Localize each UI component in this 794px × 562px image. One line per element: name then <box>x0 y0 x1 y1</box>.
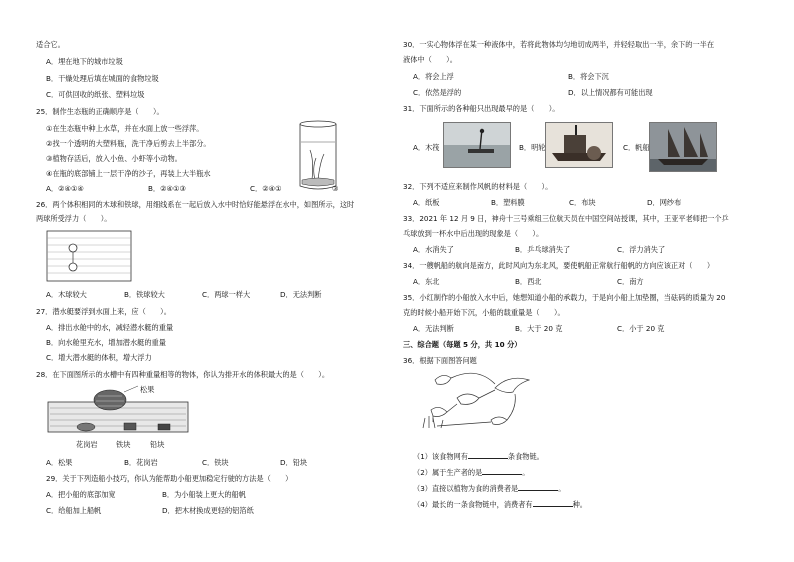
q33-stem-line2: 乓球放到一杯水中后出现的现象是（ ）。 <box>403 229 544 238</box>
q33-option-c[interactable]: C．浮力消失了 <box>617 245 666 254</box>
q26-stem-line1: 26．两个体积相同的木球和铁球，用细线系在一起后放入水中时恰好能悬浮在水中，如图所示，这时 <box>36 200 355 209</box>
q25-step-3: ③植物存活后，放入小鱼、小虾等小动物。 <box>46 154 182 163</box>
q30-option-b[interactable]: B．将会下沉 <box>568 72 609 81</box>
q34-option-c[interactable]: C．南方 <box>617 277 644 286</box>
q31-option-a[interactable]: A．木筏 <box>413 143 440 152</box>
q33-option-b[interactable]: B．乒乓球消失了 <box>515 245 571 254</box>
q24-option-c[interactable]: C．可供回收的纸张、塑料垃圾 <box>46 90 145 99</box>
q36-item-3: （3）直接以植物为食的消费者是 。 <box>413 484 566 493</box>
sailboat-photo <box>649 122 717 172</box>
food-web-figure <box>417 368 541 442</box>
q28-label-pinecone: 松果 <box>140 385 155 394</box>
q27-option-c[interactable]: C．增大潜水艇的体积，增大浮力 <box>46 353 152 362</box>
q32-option-d[interactable]: D．网纱布 <box>647 198 682 207</box>
q25-step-1: ①在生态瓶中种上水草，并在水面上放一些浮萍。 <box>46 124 204 133</box>
q25-step-2: ②找一个透明的大塑料瓶，洗干净后剪去上半部分。 <box>46 139 211 148</box>
q35-option-b[interactable]: B．大于 20 克 <box>515 324 563 333</box>
q26-stem-line2: 两球所受浮力（ ）。 <box>36 214 112 223</box>
q29-option-a[interactable]: A．把小船的底部加宽 <box>46 490 116 499</box>
q28-option-b[interactable]: B．花岗岩 <box>124 458 158 467</box>
q36-item-4: （4）最长的一条食物链中，消费者有 种。 <box>413 500 587 509</box>
q27-option-a[interactable]: A．排出水舱中的水，减轻潜水艇的重量 <box>46 323 174 332</box>
q32-stem: 32．下列不适应来制作风帆的材料是（ ）。 <box>403 182 553 191</box>
q26-option-b[interactable]: B．铁球较大 <box>124 290 165 299</box>
q28-label-granite: 花岗岩 <box>76 440 98 449</box>
q36-blank-2[interactable] <box>482 468 522 475</box>
q36-item-2: （2）属于生产者的是 。 <box>413 468 530 477</box>
q28-option-c[interactable]: C．铁块 <box>202 458 229 467</box>
water-tank-figure <box>46 384 206 442</box>
q34-option-a[interactable]: A．东北 <box>413 277 440 286</box>
raft-photo <box>443 122 511 168</box>
q25-stem: 25．制作生态瓶的正确顺序是（ ）。 <box>36 107 164 116</box>
q26-option-c[interactable]: C．两球一样大 <box>202 290 251 299</box>
q34-stem: 34．一艘帆船的航向是南方，此时风向为东北风，要使帆船正常航行船帆的方向应该正对（ ） <box>403 261 715 270</box>
q24-option-a[interactable]: A．埋在地下的城市垃圾 <box>46 57 123 66</box>
q26-option-d[interactable]: D．无法判断 <box>280 290 322 299</box>
q35-stem-line2: 克的时候小船开始下沉，小船的载重量是（ ）。 <box>403 308 565 317</box>
q30-stem-line2: 液体中（ ）。 <box>403 55 457 64</box>
q36-blank-1[interactable] <box>468 452 508 459</box>
q25-option-a[interactable]: A．②④①④ <box>46 184 84 193</box>
paddle-steamer-photo <box>545 122 613 168</box>
q35-option-c[interactable]: C．小于 20 克 <box>617 324 665 333</box>
q28-stem: 28．在下面图所示的水槽中有四种重量相等的物体，你认为排开水的体积最大的是（ ）。 <box>36 370 330 379</box>
q31-option-b[interactable]: B．明轮 <box>519 143 546 152</box>
q29-option-b[interactable]: B．为小船装上更大的船帆 <box>162 490 246 499</box>
q33-stem-line1: 33．2021 年 12 月 9 日，神舟十三号乘组三位航天员在中国空间站授课，其中，王亚平老师把一个乒 <box>403 214 729 223</box>
q25-step-4: ④在瓶的底部铺上一层干净的沙子，再装上大半瓶水 <box>46 169 211 178</box>
q25-figure-label: ③ <box>332 184 339 193</box>
q36-blank-4[interactable] <box>533 500 573 507</box>
section-3-heading: 三、综合题（每题 5 分，共 10 分） <box>403 340 522 349</box>
q30-option-c[interactable]: C．依然是浮的 <box>413 88 462 97</box>
q35-stem-line1: 35．小红制作的小船放入水中后，她想知道小船的承载力，于是向小船上加垫圈，当砝码的质量为 20 <box>403 293 726 302</box>
floating-balls-figure <box>46 230 132 282</box>
q32-option-a[interactable]: A．纸板 <box>413 198 440 207</box>
q27-option-b[interactable]: B．向水舱里充水，增加潜水艇的重量 <box>46 338 166 347</box>
q34-option-b[interactable]: B．西北 <box>515 277 542 286</box>
q25-option-b[interactable]: B．②④①③ <box>148 184 186 193</box>
q27-stem: 27．潜水艇要浮到水面上来，应（ ）。 <box>36 307 171 316</box>
q29-option-c[interactable]: C．给船加上船帆 <box>46 506 102 515</box>
q28-label-lead: 铅块 <box>150 440 165 449</box>
q36-blank-3[interactable] <box>518 484 558 491</box>
q32-option-b[interactable]: B．塑料膜 <box>491 198 525 207</box>
q28-label-iron: 铁块 <box>116 440 131 449</box>
q30-option-d[interactable]: D．以上情况都有可能出现 <box>568 88 653 97</box>
q33-option-a[interactable]: A．水消失了 <box>413 245 454 254</box>
q24-option-b[interactable]: B．干燥处理后填在城面的食物垃圾 <box>46 74 159 83</box>
q30-option-a[interactable]: A．将会上浮 <box>413 72 454 81</box>
q29-stem: 29．关于下列造船小技巧，你认为能帮助小船更加稳定行驶的方法是（ ） <box>46 474 293 483</box>
q36-item-1: （1）该食物网有 条食物链。 <box>413 452 544 461</box>
q25-option-c[interactable]: C．②④① <box>250 184 282 193</box>
q36-stem: 36．根据下面图答问题 <box>403 356 477 365</box>
q28-option-d[interactable]: D．铅块 <box>280 458 308 467</box>
q29-option-d[interactable]: D．把木材换成更轻的铝箔纸 <box>162 506 254 515</box>
q31-option-c[interactable]: C．帆船 <box>623 143 650 152</box>
eco-bottle-figure <box>294 120 344 192</box>
q35-option-a[interactable]: A．无法判断 <box>413 324 454 333</box>
q32-option-c[interactable]: C．布块 <box>569 198 596 207</box>
q30-stem-line1: 30．一实心物体浮在某一种液体中，若将此物体均匀地切成两半，并轻轻取出一半，余下的一半在 <box>403 40 715 49</box>
q28-option-a[interactable]: A．松果 <box>46 458 73 467</box>
q26-option-a[interactable]: A．木球较大 <box>46 290 87 299</box>
q31-stem: 31．下面所示的各种船只出现最早的是（ ）。 <box>403 104 560 113</box>
q24-tail: 适合它。 <box>36 40 65 49</box>
